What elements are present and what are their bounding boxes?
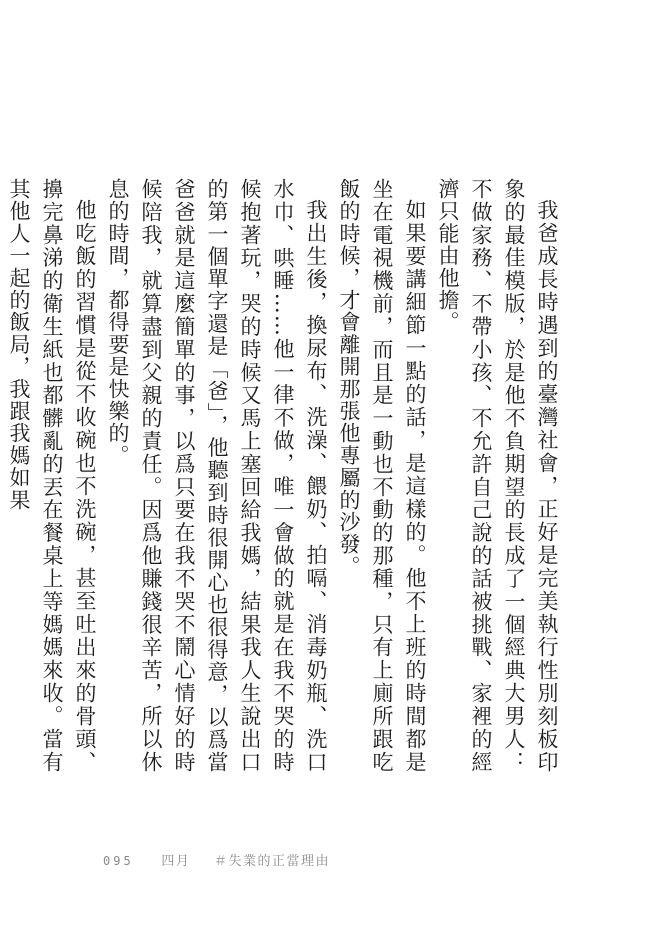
chapter-label: 四月 xyxy=(161,854,191,869)
paragraph-2: 如果要講細節一點的話，是這樣的。他不上班的時間都是坐在電視機前，而且是一動也不動的那種，只有上廁所跟吃飯的時候，才會離開那張他專屬的沙發。 xyxy=(337,178,427,773)
paragraph-3: 我出生後，換尿布、洗澡、餵奶、拍嗝、消毒奶瓶、洗口水巾、哄睡……他一律不做，唯一會做的就是在我不哭的時候抱著玩，哭的時候又馬上塞回給我媽，結果我人生說出口的第一個單字還是「爸」，他聽到時很開心也很得意，以爲當爸爸就是這麼簡單的事，以爲只要在我不哭不鬧心情好的時候陪我，就算盡到父親的責任。因爲他賺錢很辛苦，所以休息的時間，都得要是快樂的。 xyxy=(106,178,328,773)
vertical-body-text xyxy=(7,178,563,773)
page-footer xyxy=(103,850,330,869)
page-number: 095 xyxy=(103,854,134,868)
section-title: ＃失業的正當理由 xyxy=(213,854,330,869)
paragraph-1: 我爸成長時遇到的臺灣社會，正好是完美執行性別刻板印象的最佳模版，於是他不負期望的長成了一個經典大男人：不做家務、不帶小孩、不允許自己說的話被挑戰、家裡的經濟只能由他擔。 xyxy=(436,178,559,773)
paragraph-4: 他吃飯的習慣是從不收碗也不洗碗，甚至吐出來的骨頭、擤完鼻涕的衛生紙也都髒亂的丟在餐桌上等媽媽來收。當有其他人一起的飯局，我跟我媽如果 xyxy=(7,178,97,773)
